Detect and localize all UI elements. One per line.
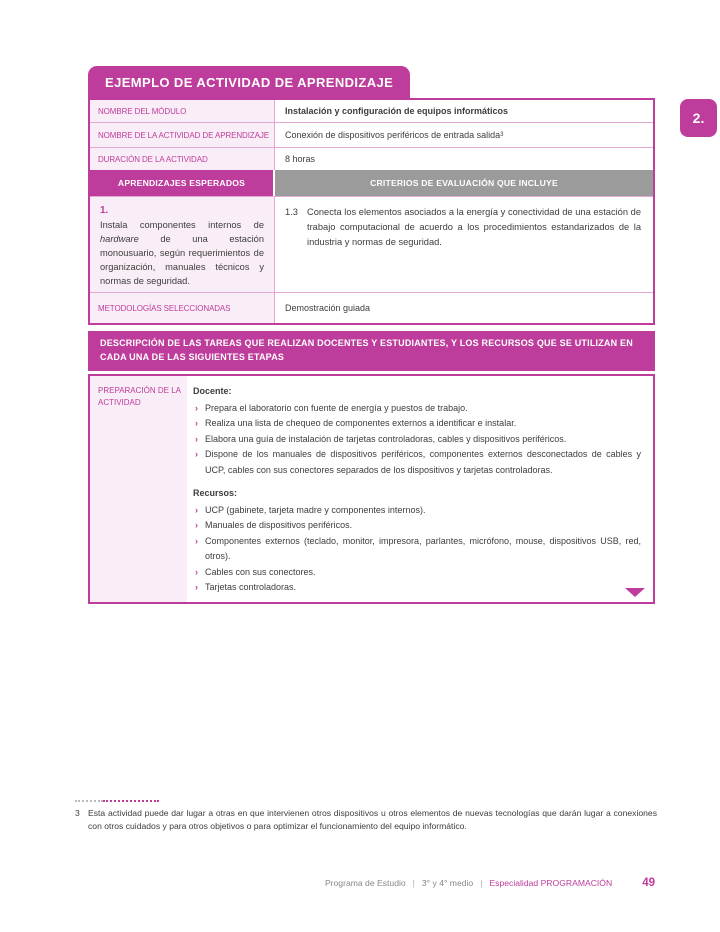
- list-item-text: Tarjetas controladoras.: [205, 582, 297, 592]
- learning-body-row: [90, 196, 653, 292]
- criteria-text: Conecta los elementos asociados a la energía y conectividad de una estación de trabajo computacional de acuerdo a los procedimientos estandarizados de la industria y normas de seguridad.: [307, 207, 641, 247]
- activity-name-value: Conexión de dispositivos periféricos de entrada salida 3: [285, 130, 504, 140]
- activity-title-banner: [88, 66, 410, 98]
- bullet-icon: ›: [195, 402, 198, 413]
- chapter-tab-label: 2.: [692, 110, 705, 126]
- activity-name-label: NOMBRE DE LA ACTIVIDAD DE APRENDIZAJE: [90, 123, 275, 147]
- expected-learning-header: APRENDIZAJES ESPERADOS: [90, 170, 275, 196]
- footnote-rule: [75, 800, 159, 802]
- recursos-title: Recursos:: [193, 488, 238, 498]
- list-item: [193, 447, 641, 478]
- chapter-tab: [680, 99, 717, 137]
- list-item-text: Elabora una guía de instalación de tarjetas controladoras, cables y dispositivos periféricos.: [205, 433, 567, 444]
- list-item: [193, 432, 641, 448]
- bullet-icon: ›: [195, 582, 198, 592]
- page-number: 49: [642, 877, 655, 889]
- footer-program: Programa de Estudio: [324, 878, 406, 888]
- preparation-content: [187, 376, 653, 602]
- table-row: [90, 100, 653, 122]
- description-banner: DESCRIPCIÓN DE LAS TAREAS QUE REALIZAN DOCENTES Y ESTUDIANTES, Y LOS RECURSOS QUE SE UTILIZAN EN CADA UNA DE LAS SIGUIENTES ETAPAS: [88, 331, 655, 371]
- duration-value: 8 horas: [285, 154, 316, 164]
- italic-term: hardware: [100, 234, 139, 244]
- duration-label: DURACIÓN DE LA ACTIVIDAD: [90, 148, 275, 170]
- preparation-label: PREPARACIÓN DE LA ACTIVIDAD: [90, 376, 187, 602]
- bullet-icon: ›: [195, 535, 198, 546]
- expected-learning-number: 1.: [100, 205, 109, 216]
- docente-task-list: [193, 401, 641, 479]
- activity-info-table: [88, 98, 655, 325]
- footnote: [75, 807, 657, 833]
- list-item-text: Dispone de los manuales de dispositivos periféricos, componentes externos desconectados de cables y UCP, cables con sus conectores separados de los dispositivos y tarjetas controladoras.: [205, 449, 641, 475]
- module-label: NOMBRE DEL MÓDULO: [90, 100, 275, 122]
- methodology-value: Demostración guiada: [285, 303, 371, 313]
- continuation-arrow-icon: [625, 588, 645, 597]
- recursos-list: [193, 503, 641, 596]
- activity-title: EJEMPLO DE ACTIVIDAD DE APRENDIZAJE: [105, 74, 394, 90]
- learning-header-row: [90, 170, 653, 196]
- table-row: [90, 147, 653, 170]
- expected-learning-text: Instala componentes internos de hardware de una estación monousuario, según requerimientos de organización, manuales técnicos y normas de seguridad.: [100, 220, 264, 286]
- list-item-text: Cables con sus conectores.: [205, 566, 316, 577]
- evaluation-criteria-cell: [275, 197, 653, 292]
- list-item: [193, 534, 641, 565]
- bullet-icon: ›: [195, 520, 198, 530]
- footer-separator: |: [412, 878, 415, 888]
- list-item: [193, 503, 641, 519]
- bullet-icon: ›: [195, 449, 198, 459]
- bullet-icon: ›: [195, 504, 198, 515]
- page-footer: [325, 877, 655, 889]
- expected-learning-cell: [90, 197, 275, 292]
- module-value: Instalación y configuración de equipos informáticos: [285, 106, 509, 116]
- list-item-text: Prepara el laboratorio con fuente de energía y puestos de trabajo.: [205, 402, 468, 413]
- table-row: [90, 122, 653, 147]
- bullet-icon: ›: [195, 566, 198, 577]
- list-item: [193, 416, 641, 432]
- list-item-text: Manuales de dispositivos periféricos.: [205, 520, 353, 530]
- list-item: [193, 580, 641, 596]
- docente-title: Docente:: [193, 386, 232, 396]
- footer-separator: |: [480, 878, 483, 888]
- list-item-text: Realiza una lista de chequeo de componentes externos a identificar e instalar.: [205, 418, 517, 428]
- methodology-label: METODOLOGÍAS SELECCIONADAS: [90, 293, 275, 323]
- list-item: [193, 518, 641, 534]
- activity-document: [88, 66, 655, 604]
- footnote-text: Esta actividad puede dar lugar a otras en que intervienen otros dispositivos u otros elementos de nuevas tecnologías que darán lugar a conexiones con otros cuidados y para otros objetivos o para optimizar el funcionamiento del equipo informático.: [88, 808, 657, 831]
- bullet-icon: ›: [195, 418, 198, 428]
- footer-specialty: Especialidad PROGRAMACIÓN: [489, 878, 613, 888]
- table-row: [90, 292, 653, 323]
- list-item: [193, 565, 641, 581]
- evaluation-criteria-header: CRITERIOS DE EVALUACIÓN QUE INCLUYE: [275, 170, 653, 196]
- bullet-icon: ›: [195, 433, 198, 444]
- list-item: [193, 401, 641, 417]
- list-item-text: Componentes externos (teclado, monitor, impresora, parlantes, micrófono, mouse, dispositivos USB, red, otros).: [205, 535, 641, 561]
- list-item-text: UCP (gabinete, tarjeta madre y componentes internos).: [205, 504, 426, 515]
- preparation-section: [88, 374, 655, 604]
- criteria-number: 1.3: [285, 207, 298, 217]
- footer-grade: 3° y 4° medio: [421, 878, 474, 888]
- footnote-number: 3: [75, 808, 80, 818]
